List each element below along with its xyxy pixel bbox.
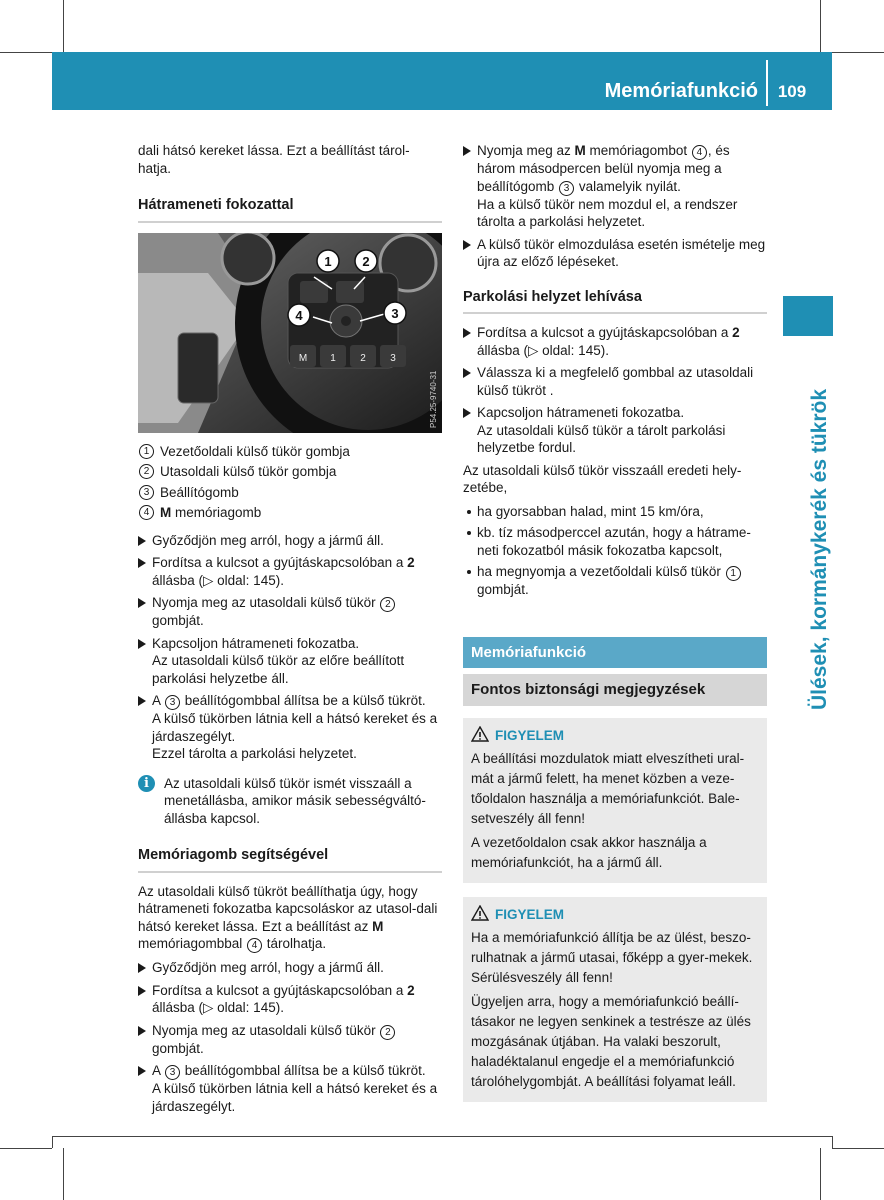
step-text: Kapcsoljon hátrameneti fokozatba. <box>477 405 685 420</box>
step-text: Válassza ki a megfelelő gombbal az utasoldali külső tükröt . <box>477 365 754 398</box>
door-controls-photo <box>138 233 442 433</box>
step-item <box>138 532 442 550</box>
step-item <box>138 594 442 630</box>
warning-title-text: FIGYELEM <box>495 906 565 922</box>
crop-mark <box>820 1148 821 1200</box>
page-number: 109 <box>777 82 807 101</box>
crop-mark <box>52 1136 832 1137</box>
para-text: tárolhatja. <box>263 936 327 951</box>
crop-mark <box>832 52 884 53</box>
legend-item <box>138 504 442 522</box>
step-text: A külső tükörben látnia kell a hátsó kereket és a járdaszegélyt. <box>152 711 438 744</box>
warning-box <box>463 897 767 1102</box>
callout-number: 3 <box>139 485 154 500</box>
info-note <box>138 775 442 828</box>
legend-text: Utasoldali külső tükör gombja <box>160 464 337 479</box>
button-label-3: 3 <box>390 352 396 364</box>
para-bold: M <box>372 918 384 934</box>
step-text: A <box>152 1063 165 1078</box>
legend-text: memóriagomb <box>171 505 262 520</box>
page-title: Memóriafunkció <box>604 80 758 102</box>
bullet-text: kb. tíz másodperccel azután, hogy a hátrame-neti fokozatból másik fokozatba kapcsolt, <box>477 525 751 558</box>
callout-number: 4 <box>247 938 262 953</box>
chapter-tab <box>783 296 833 336</box>
warning-text: Ügyeljen arra, hogy a memóriafunkció beállí-tásakor ne legyen senkinek a testrésze az ülés mozgásának útjában. Ha valaki beszorult, haladéktalanul engedje el a memóriafunkció tárolóhelygombját. A beállítási folyamat leáll. <box>471 993 751 1089</box>
callout-number: 2 <box>380 1025 395 1040</box>
info-icon: i <box>138 775 155 792</box>
step-text: Kapcsoljon hátrameneti fokozatba. <box>152 635 360 651</box>
info-text: Az utasoldali külső tükör ismét visszaáll a menetállásba, amikor másik sebességváltó-állásba kapcsol. <box>164 775 426 826</box>
step-item <box>463 324 767 359</box>
legend-text: Vezetőoldali külső tükör gombja <box>160 443 350 459</box>
callout-1: 1 <box>324 253 332 269</box>
restore-paragraph: Az utasoldali külső tükör visszaáll eredeti hely-zetébe, <box>463 462 742 495</box>
step-text: memóriagombot <box>585 143 691 158</box>
step-text: Győződjön meg arról, hogy a jármű áll. <box>152 960 384 975</box>
step-text: Az utasoldali külső tükör a tárolt parkolási helyzetbe fordul. <box>477 422 726 455</box>
step-text: állásba (▷ oldal: 145). <box>152 572 284 588</box>
legend-item <box>138 463 442 481</box>
warning-title <box>471 726 759 746</box>
button-label-m: M <box>298 352 308 364</box>
right-column <box>463 142 767 1102</box>
warning-title-text: FIGYELEM <box>495 727 565 743</box>
callout-number: 1 <box>139 444 154 459</box>
button-label-2: 2 <box>360 352 366 364</box>
crop-mark <box>832 1148 884 1149</box>
step-item <box>463 404 767 457</box>
step-text: Nyomja meg az utasoldali külső tükör <box>152 1022 380 1038</box>
callout-number: 2 <box>380 597 395 612</box>
step-item <box>463 236 767 271</box>
step-text: A <box>152 693 165 708</box>
header-separator <box>766 60 768 106</box>
crop-mark <box>63 1148 64 1200</box>
callout-number: 2 <box>139 464 154 479</box>
crop-mark <box>63 0 64 52</box>
callout-3: 3 <box>391 305 399 321</box>
heading-parking-recall: Parkolási helyzet lehívása <box>463 289 767 315</box>
step-item <box>138 959 442 977</box>
step-bold: 2 <box>732 325 740 340</box>
step-text: állásba (▷ oldal: 145). <box>152 1000 284 1015</box>
step-text: A külső tükörben látnia kell a hátsó kereket és a járdaszegélyt. <box>152 1081 438 1114</box>
step-item <box>138 692 442 763</box>
step-item <box>138 1062 442 1115</box>
step-text: beállítógombbal állítsa be a külső tükröt. <box>181 693 426 708</box>
subsection-title-bar: Fontos biztonsági megjegyzések <box>463 674 767 706</box>
step-item <box>138 1022 442 1058</box>
step-item <box>138 982 442 1017</box>
callout-number: 3 <box>165 695 180 710</box>
warning-text: Ha a memóriafunkció állítja be az ülést, beszo-rulhatnak a jármű utasai, főképp a gyer-mekek. Sérülésveszély áll fenn! <box>471 929 753 985</box>
legend-bold: M <box>160 505 172 520</box>
para-text: Az utasoldali külső tükröt beállíthatja úgy, hogy hátrameneti fokozatba kapcsoláskor az utasol-dali hátsó kereket lássa. Ezt a beállítást az <box>138 883 438 934</box>
step-text: Győződjön meg arról, hogy a jármű áll. <box>152 532 384 548</box>
door-controls-illustration <box>138 233 442 433</box>
warning-triangle-icon <box>471 905 489 921</box>
step-text: Fordítsa a kulcsot a gyújtáskapcsolóban a <box>152 555 408 570</box>
step-bold: M <box>574 143 586 158</box>
step-item <box>463 364 767 399</box>
crop-mark <box>0 1148 52 1149</box>
step-text: Nyomja meg az utasoldali külső tükör <box>152 595 380 610</box>
bullet-item <box>463 563 767 599</box>
section-title-bar: Memóriafunkció <box>463 637 767 669</box>
intro-text: dali hátsó kereket lássa. Ezt a beállítást tárol-hatja. <box>138 143 410 176</box>
legend-text: Beállítógomb <box>160 484 239 500</box>
step-text: gombját. <box>152 613 204 628</box>
callout-number: 4 <box>139 505 154 520</box>
step-text: beállítógombbal állítsa be a külső tükröt. <box>181 1063 426 1078</box>
chapter-title: Ülések, kormánykerék és tükrök <box>808 388 831 710</box>
warning-text: A beállítási mozdulatok miatt elveszítheti ural-mát a jármű felett, ha menet közben a veze-tőoldalon használja a memóriafunkciót. Bale-setveszély áll fenn! <box>471 750 745 826</box>
step-text: állásba (▷ oldal: 145). <box>477 342 609 358</box>
step-text: Fordítsa a kulcsot a gyújtáskapcsolóban a <box>152 982 408 998</box>
bullet-text: ha megnyomja a vezetőoldali külső tükör <box>477 564 725 579</box>
para-text: memóriagombbal <box>138 936 247 951</box>
step-text: Nyomja meg az <box>477 143 575 158</box>
step-bold: 2 <box>407 555 415 570</box>
heading-reverse-gear: Hátrameneti fokozattal <box>138 197 442 223</box>
warning-box <box>463 718 767 883</box>
crop-mark <box>832 1136 833 1148</box>
bullet-text: ha gyorsabban halad, mint 15 km/óra, <box>477 503 704 519</box>
legend-item <box>138 443 442 461</box>
callout-number: 1 <box>726 566 741 581</box>
heading-memory-button: Memóriagomb segítségével <box>138 847 442 873</box>
warning-title <box>471 905 759 925</box>
step-item <box>138 635 442 688</box>
step-item <box>138 554 442 589</box>
step-bold: 2 <box>407 982 415 998</box>
crop-mark <box>52 1136 53 1148</box>
step-text: valamelyik nyilát. <box>575 178 681 194</box>
step-text: gombját. <box>152 1040 204 1056</box>
step-text: Ha a külső tükör nem mozdul el, a rendszer tárolta a parkolási helyzetet. <box>477 196 738 229</box>
crop-mark <box>0 52 52 53</box>
warning-text: A vezetőoldalon csak akkor használja a memóriafunkciót, ha a jármű áll. <box>471 834 707 870</box>
step-item <box>463 142 767 231</box>
callout-number: 3 <box>559 181 574 196</box>
bullet-text: gombját. <box>477 582 529 597</box>
step-text: A külső tükör elmozdulása esetén ismételje meg újra az előző lépéseket. <box>477 236 766 269</box>
left-column <box>138 142 442 1120</box>
callout-number: 3 <box>165 1065 180 1080</box>
figure-code: P54.25-9740-31 <box>429 370 438 428</box>
step-text: , és három másodpercen belül nyomja meg a beállítógomb <box>477 143 730 194</box>
memory-button-paragraph <box>138 883 442 954</box>
bullet-item <box>463 524 767 559</box>
step-text: Fordítsa a kulcsot a gyújtáskapcsolóban a <box>477 325 733 340</box>
callout-number: 4 <box>692 145 707 160</box>
callout-4: 4 <box>295 307 303 323</box>
step-text: Ezzel tárolta a parkolási helyzetet. <box>152 746 357 761</box>
warning-triangle-icon <box>471 726 489 742</box>
legend-item <box>138 484 442 502</box>
bullet-item <box>463 503 767 521</box>
step-text: Az utasoldali külső tükör az előre beállított parkolási helyzetbe áll. <box>152 653 405 686</box>
button-label-1: 1 <box>330 352 336 364</box>
crop-mark <box>820 0 821 52</box>
callout-2: 2 <box>362 253 370 269</box>
